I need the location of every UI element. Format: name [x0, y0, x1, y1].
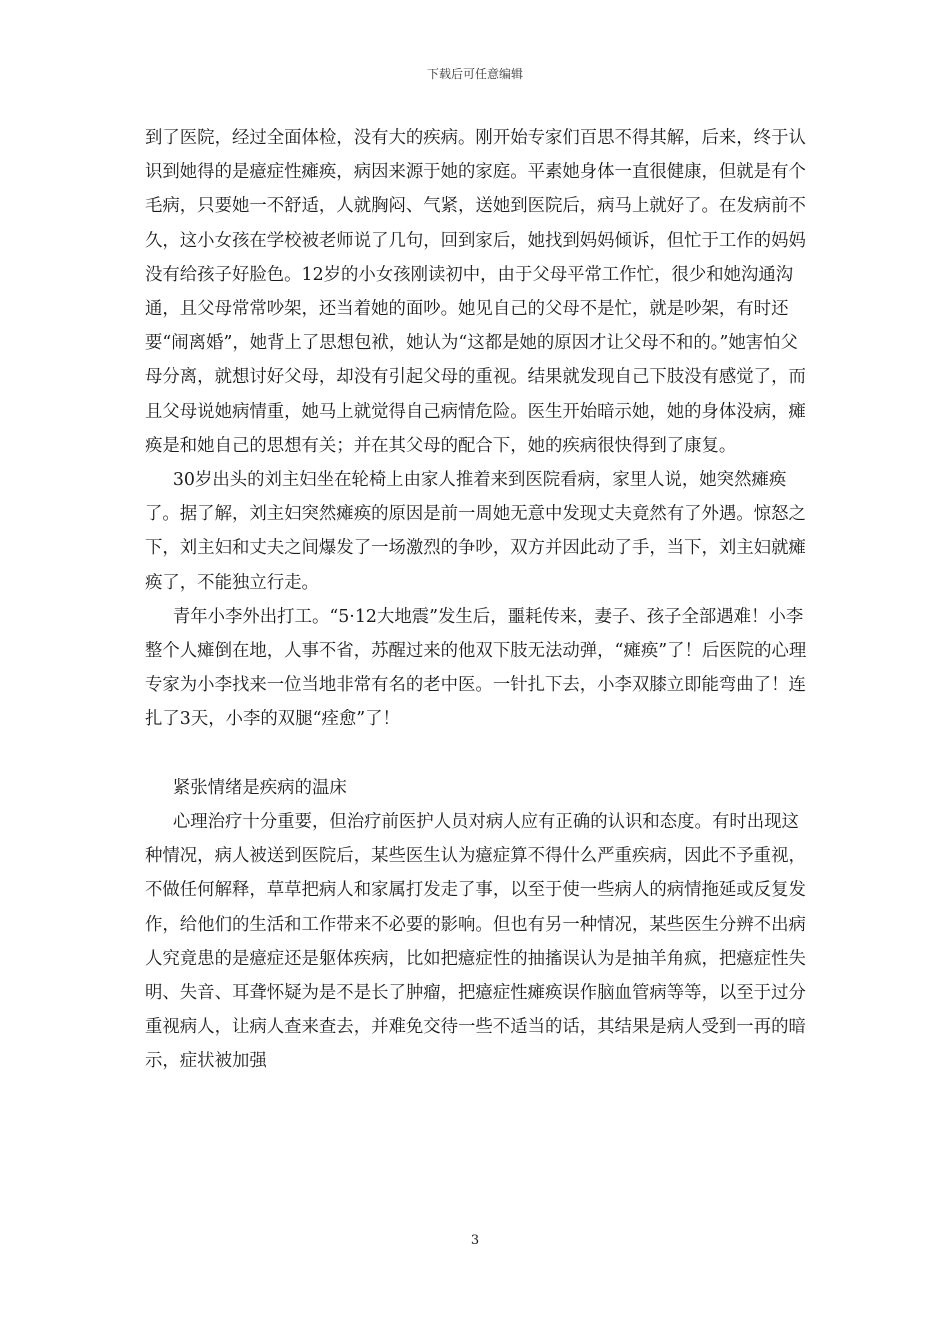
paragraph-3: 青年小李外出打工。“5·12大地震”发生后，噩耗传来，妻子、孩子全部遇难！小李整个人瘫倒在地，人事不省，苏醒过来的他双下肢无法动弹，“瘫痪”了！后医院的心理专家为小李找来一位当地非常有名的老中医。一针扎下去，小李双膝立即能弯曲了！连扎了3天，小李的双腿“痊愈”了！ [145, 606, 807, 730]
paragraph-1: 到了医院，经过全面体检，没有大的疾病。刚开始专家们百思不得其解，后来，终于认识到她得的是癔症性瘫痪，病因来源于她的家庭。平素她身体一直很健康，但就是有个毛病，只要她一不舒适，人就胸闷、气紧，送她到医院后，病马上就好了。在发病前不久，这小女孩在学校被老师说了几句，回到家后，她找到妈妈倾诉，但忙于工作的妈妈没有给孩子好脸色。12岁的小女孩刚读初中，由于父母平常工作忙，很少和她沟通沟通，且父母常常吵架，还当着她的面吵。她见自己的父母不是忙，就是吵架，有时还要“闹离婚”，她背上了思想包袱，她认为“这都是她的原因才让父母不和的。”她害怕父母分离，就想讨好父母，却没有引起父母的重视。结果就发现自己下肢没有感觉了，而且父母说她病情重，她马上就觉得自己病情危险。医生开始暗示她，她的身体没病，瘫痪是和她自己的思想有关；并在其父母的配合下，她的疾病很快得到了康复。 [145, 128, 806, 456]
paragraph-4: 心理治疗十分重要，但治疗前医护人员对病人应有正确的认识和态度。有时出现这种情况，病人被送到医院后，某些医生认为癔症算不得什么严重疾病，因此不予重视，不做任何解释，草草把病人和家属打发走了事，以至于使一些病人的病情拖延或反复发作，给他们的生活和工作带来不必要的影响。但也有另一种情况，某些医生分辨不出病人究竟患的是癔症还是躯体疾病，比如把癔症性的抽搐误认为是抽羊角疯，把癔症性失明、失音、耳聋怀疑为是不是长了肿瘤，把癔症性瘫痪误作脑血管病等等，以至于过分重视病人，让病人查来查去，并难免交待一些不适当的话，其结果是病人受到一再的暗示，症状被加强 [145, 812, 806, 1072]
section-gap [145, 737, 808, 771]
page-number: 3 [470, 1233, 480, 1248]
paragraph-2: 30岁出头的刘主妇坐在轮椅上由家人推着来到医院看病，家里人说，她突然瘫痪了。据了解，刘主妇突然瘫痪的原因是前一周她无意中发现丈夫竟然有了外遇。惊怒之下，刘主妇和丈夫之间爆发了一场激烈的争吵，双方并因此动了手，当下，刘主妇就瘫痪了，不能独立行走。 [145, 470, 806, 593]
document-body [145, 121, 808, 1079]
section-heading: 紧张情绪是疾病的温床 [172, 777, 347, 798]
page-header: 下载后可任意编辑 [426, 67, 523, 81]
